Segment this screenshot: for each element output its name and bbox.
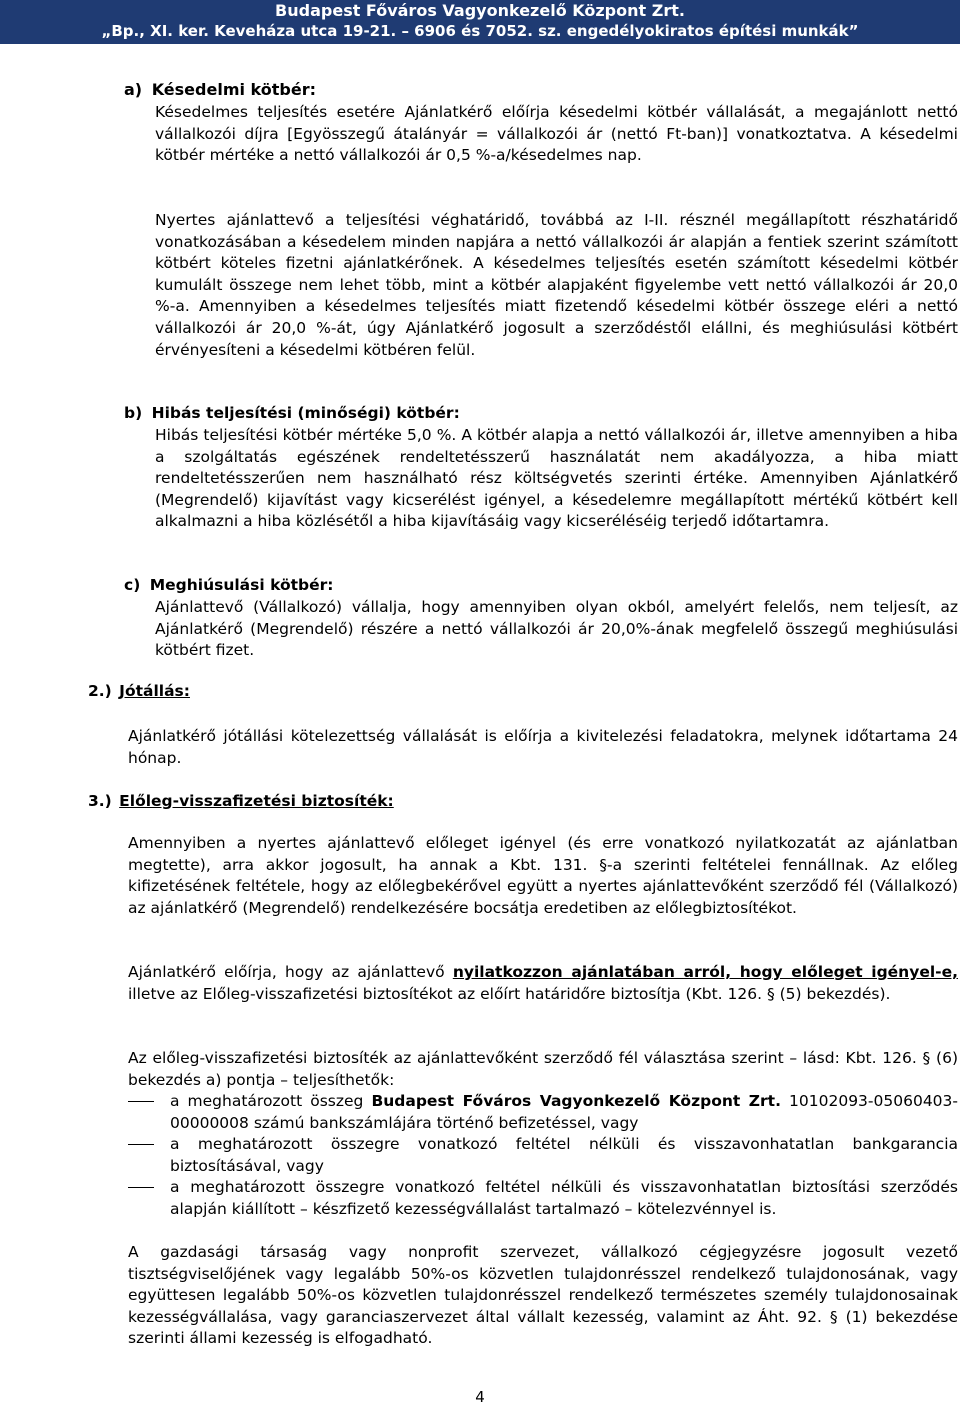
section-3-paragraph-1: Amennyiben a nyertes ajánlattevő előleget igényel (és erre vonatkozó nyilatkozatát az ajánlatban megtette), arra akkor jogosult, ha annak a Kbt. 131. §-a szerinti feltételei fennállnak. Az előleg kifizetésének feltétele, hogy az előlegbekérővel együtt a nyertes ajánlattevőként szerződő fél (Vállalkozó) az ajánlatkérő (Megrendelő) rendelkezésére bocsátja eredetiben az előlegbiztosítékot. <box>128 834 958 917</box>
section-b-paragraph-1: Hibás teljesítési kötbér mértéke 5,0 %. A kötbér alapja a nettó vállalkozói ár, illetve amennyiben a hiba a szolgáltatás egészének rendeltetésszerű használatát nem akadályozza, a hiba miatt rendeltetésszerűen nem használható rész költségvetés szerinti értéke. Amennyiben Ajánlatkérő (Megrendelő) kijavítást vagy kicserélést igényel, a késedelemre megállapított mértékű kötbért kell alkalmazni a hiba közlésétől a hiba kijavításáig vagy kicseréléséig terjedő időtartamra. <box>155 426 958 531</box>
section-3-number: 3.) <box>88 792 112 810</box>
section-a-label: a) <box>124 80 143 99</box>
section-c-heading <box>124 576 333 594</box>
section-3-paragraph-2-emphasis: nyilatkozzon ajánlatában arról, hogy előleget igényel-e, <box>452 963 958 981</box>
section-b-label: b) <box>124 404 143 422</box>
section-c-paragraph-1: Ajánlattevő (Vállalkozó) vállalja, hogy amennyiben olyan okból, amelyért felelős, nem teljesít, az Ajánlatkérő (Megrendelő) részére a nettó vállalkozói ár 20,0%-ának megfelelő összegű meghiúsulási kötbért fizet. <box>155 598 958 660</box>
section-2-heading <box>88 682 190 700</box>
section-b-title: Hibás teljesítési (minőségi) kötbér: <box>151 404 460 422</box>
section-3-title: Előleg-visszafizetési biztosíték: <box>119 792 394 810</box>
header-project: „Bp., XI. ker. Keveháza utca 19-21. – 6906 és 7052. sz. engedélyokiratos építési munkák” <box>101 22 859 40</box>
section-3-heading <box>88 792 394 810</box>
list-item <box>128 1091 958 1134</box>
page-number: 4 <box>475 1388 485 1406</box>
list-item <box>128 1134 958 1177</box>
list-item <box>128 1177 958 1220</box>
section-a-paragraph-2: Nyertes ajánlattevő a teljesítési véghatáridő, továbbá az I-II. résznél megállapított részhatáridő vonatkozásában a késedelem minden napjára a nettó vállalkozói ár alapján a fentiek szerint számított kötbért köteles fizetni ajánlatkérőnek. A késedelmes teljesítés esetén számított késedelmi kötbér kumulált összege nem lehet több, mint a kötbér alapjaként figyelembe vett nettó vállalkozói ár 20,0 %-a. Amennyiben a késedelmes teljesítés miatt fizetendő késedelmi kötbér összege eléri a nettó vállalkozói ár 20,0 %-át, úgy Ajánlatkérő jogosult a szerződéstől elállni, és meghiúsulási kötbért érvényesíteni a késedelmi kötbéren felül. <box>155 211 958 359</box>
section-3-paragraph-2-start: Ajánlatkérő előírja, hogy az ajánlattevő <box>128 963 453 981</box>
section-2-paragraph-1: Ajánlatkérő jótállási kötelezettség vállalását is előírja a kivitelezési feladatokra, melynek időtartama 24 hónap. <box>128 727 958 767</box>
list-item-3-text: a meghatározott összegre vonatkozó feltétel nélküli és visszavonhatatlan biztosítási szerződés alapján kiállított – készfizető kezességvállalást tartalmazó – kötelezvénnyel is. <box>170 1178 958 1218</box>
list-item-2-text: a meghatározott összegre vonatkozó feltétel nélküli és visszavonhatatlan bankgarancia biztosításával, vagy <box>170 1135 958 1175</box>
section-3-paragraph-4: A gazdasági társaság vagy nonprofit szervezet, vállalkozó cégjegyzésre jogosult vezető tisztségviselőjének vagy legalább 50%-os közvetlen tulajdonrésszel rendelkező tulajdonosának, vagy együttesen legalább 50%-os közvetlen tulajdonrésszel rendelkező természetes személy tulajdonosainak kezességvállalása, vagy garanciaszervezet által vállalt kezesség, valamint az Áht. 92. § (1) bekezdése szerinti állami kezesség is elfogadható. <box>128 1243 958 1348</box>
header-organization: Budapest Főváros Vagyonkezelő Központ Zrt. <box>275 1 685 20</box>
list-item-1-end: 10102093-05060403-00000008 számú bankszámlájára történő befizetéssel, vagy <box>170 1092 958 1132</box>
section-2-title: Jótállás: <box>119 682 190 700</box>
section-3-paragraph-2 <box>128 962 958 1005</box>
section-a-paragraph-1: Késedelmes teljesítés esetére Ajánlatkérő előírja késedelmi kötbér vállalását, a megajánlott nettó vállalkozói díjra [Egyösszegű átalányár = vállalkozói ár (nettó Ft-ban)] vonatkoztatva. A késedelmi kötbér mértéke a nettó vállalkozói ár 0,5 %-a/késedelmes nap. <box>155 103 958 165</box>
section-c-title: Meghiúsulási kötbér: <box>149 576 334 594</box>
dash-bullet-icon <box>128 1187 154 1188</box>
section-3-paragraph-2-end: illetve az Előleg-visszafizetési biztosítékot az előírt határidőre biztosítja (Kbt. 126. § (5) bekezdés). <box>128 984 891 1003</box>
list-item-1-organization: Budapest Főváros Vagyonkezelő Központ Zrt. <box>371 1092 781 1110</box>
section-b-heading <box>124 404 460 422</box>
dash-bullet-icon <box>128 1101 154 1102</box>
dash-bullet-icon <box>128 1144 154 1145</box>
section-c-label: c) <box>124 576 141 594</box>
document-header <box>0 0 960 44</box>
section-3-paragraph-3: Az előleg-visszafizetési biztosíték az ajánlattevőként szerződő fél választása szerint – lásd: Kbt. 126. § (6) bekezdés a) pontja – teljesíthetők: <box>128 1049 958 1089</box>
guarantee-options-list <box>128 1091 958 1221</box>
section-a-heading <box>124 80 316 99</box>
section-a-title: Késedelmi kötbér: <box>151 80 316 99</box>
list-item-1-start: a meghatározott összeg <box>170 1092 372 1110</box>
section-2-number: 2.) <box>88 682 112 700</box>
